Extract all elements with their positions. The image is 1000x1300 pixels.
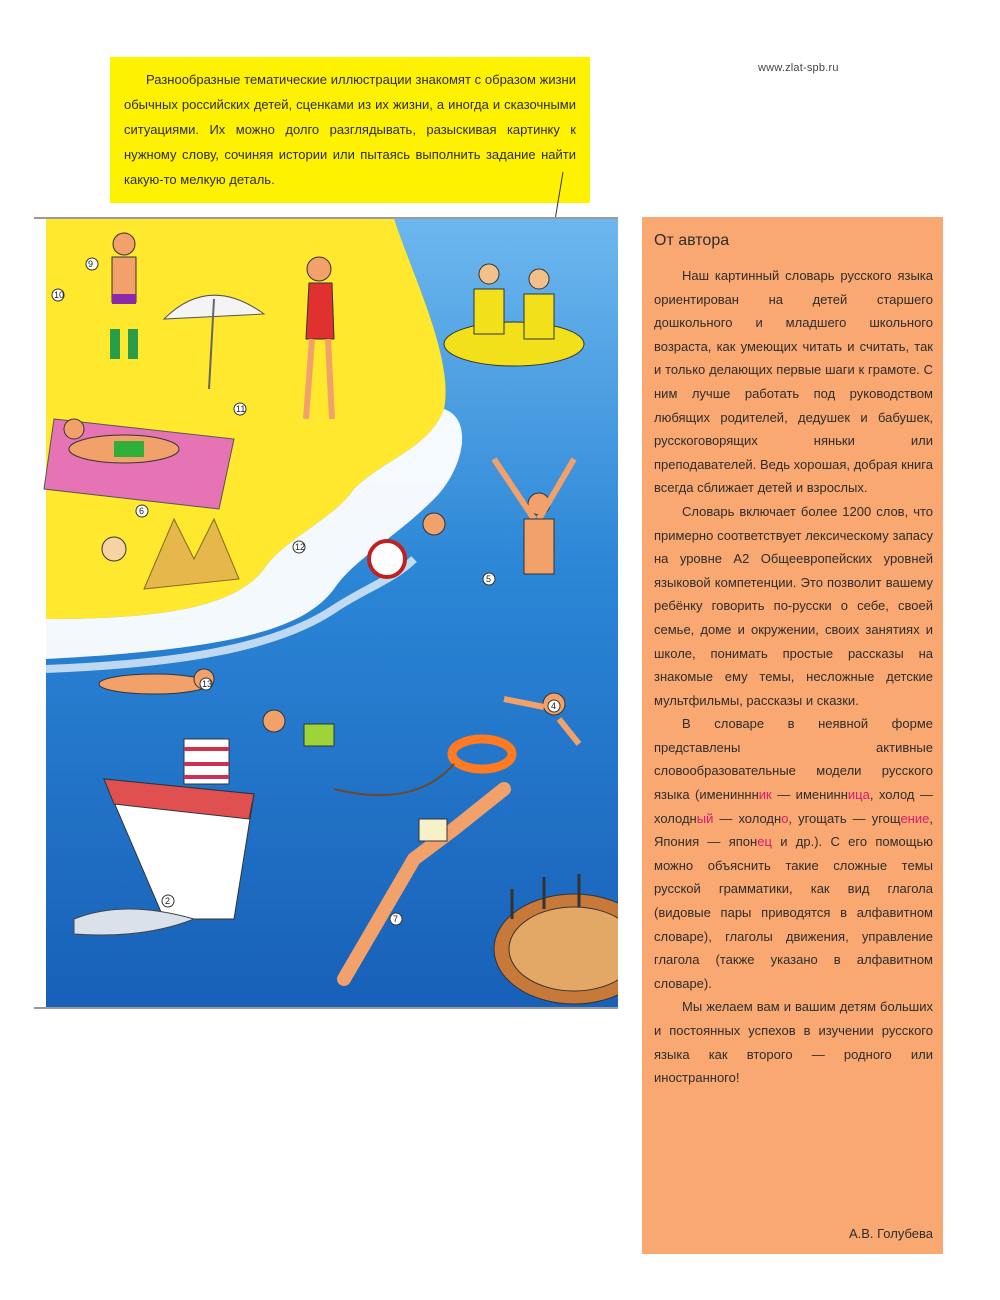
label-12: 12	[295, 542, 306, 552]
label-6: 6	[139, 506, 145, 516]
foreword-paragraph-2: Словарь включает более 1200 слов, что примерно соответствует лексическому запасу на уровне А2 Общеевропейских уровней языковой компетенции. Это позволит вашему ребёнку говорить по-русски о себе, своей семье, доме и окружении, своих занятиях и школе, понимать простые рассказы на знакомые ему темы, несложные детские мультфильмы, рассказы и сказки.	[654, 503, 933, 708]
label-7: 7	[393, 914, 399, 924]
site-url[interactable]: www.zlat-spb.ru	[758, 62, 839, 74]
label-11: 11	[236, 404, 246, 414]
label-13: 13	[202, 679, 213, 689]
label-9: 9	[88, 259, 94, 269]
label-2: 2	[165, 896, 171, 906]
label-10: 10	[54, 290, 65, 300]
beach-illustration	[34, 217, 618, 1009]
label-5: 5	[486, 574, 492, 584]
callout-text: Разнообразные тематические иллюстрации знакомят с образом жизни обычных российских детей, сценками из их жизни, а иногда и сказочными ситуациями. Их можно долго разглядывать, разыскивая картинку к нужному слову, сочиняя истории или пытаясь выполнить задание найти какую-то мелкую деталь.	[124, 72, 576, 187]
foreword-paragraph-1: Наш картинный словарь русского языка ориентирован на детей старшего дошкольного и младшего школьного возраста, как умеющих читать и считать, так и только делающих первые шаги к грамоте. С ним лучше работать под руководством любящих родителей, дедушек и бабушек, русскоговорящих няньки или преподавателей. Ведь хорошая, добрая книга всегда сближает детей и взрослых.	[654, 268, 933, 496]
foreword-heading: От автора	[654, 232, 730, 249]
author-signature: А.В. Голубева	[848, 1226, 933, 1242]
beach-scene	[34, 219, 618, 1007]
illustration-caption-callout	[110, 57, 590, 203]
foreword-paragraph-4: Мы желаем вам и вашим детям больших и постоянных успехов в изучении русского языка как второго — родного или иностранного!	[654, 999, 933, 1086]
author-foreword-panel	[642, 217, 943, 1254]
foreword-paragraph-3: В словаре в неявной форме представлены активные словообразовательные модели русского языка (имениннник — именинница, холод — холодный — холодно, угощать — угощение, Япония — японец и др.). С его помощью можно объяснить такие сложные темы русской грамматики, как вид глагола (видовые пары приводятся в алфавитном словаре), глаголы движения, управление глагола (также указано в алфавитном словаре).	[654, 716, 933, 991]
label-4: 4	[551, 701, 557, 711]
